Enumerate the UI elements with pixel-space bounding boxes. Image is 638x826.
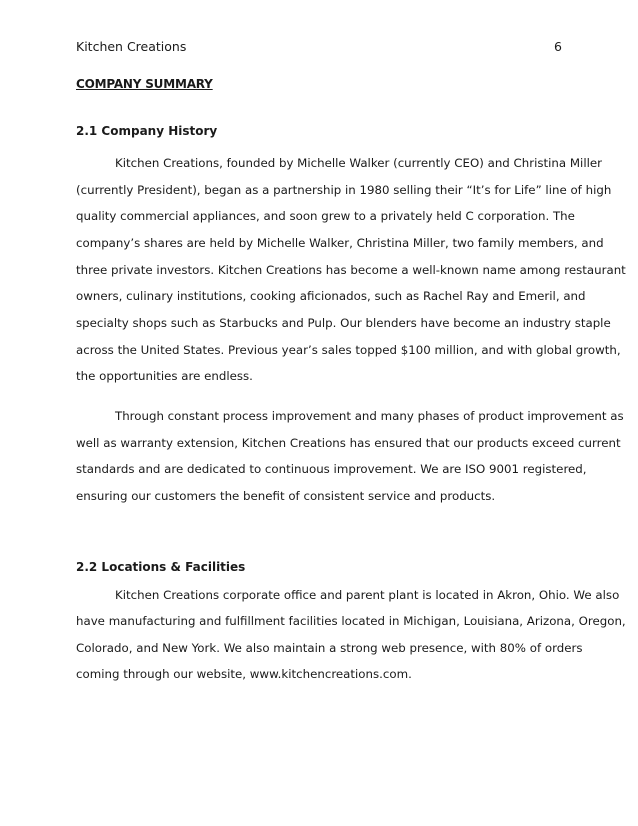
paragraph-line: Kitchen Creations corporate office and parent plant is located in Akron, Ohio. We also (115, 588, 620, 602)
section-heading-locations-facilities: 2.2 Locations & Facilities (76, 560, 246, 574)
paragraph-line: three private investors. Kitchen Creations has become a well-known name among restaurant (76, 263, 626, 277)
paragraph-line: the opportunities are endless. (76, 369, 253, 383)
paragraph-line: well as warranty extension, Kitchen Creations has ensured that our products exceed current (76, 436, 621, 450)
paragraph-line: Colorado, and New York. We also maintain a strong web presence, with 80% of orders (76, 641, 583, 655)
paragraph-line: owners, culinary institutions, cooking aficionados, such as Rachel Ray and Emeril, and (76, 289, 586, 303)
paragraph-line: quality commercial appliances, and soon grew to a privately held C corporation. The (76, 209, 575, 223)
paragraph-line: Kitchen Creations, founded by Michelle Walker (currently CEO) and Christina Miller (115, 156, 603, 170)
company-summary-title: COMPANY SUMMARY (76, 77, 213, 91)
paragraph-line: Through constant process improvement and many phases of product improvement as (115, 409, 624, 423)
page-number: 6 (554, 39, 562, 54)
paragraph-line: (currently President), began as a partnership in 1980 selling their “It’s for Life” line of high (76, 183, 612, 197)
section-heading-company-history: 2.1 Company History (76, 124, 218, 138)
paragraph-line: have manufacturing and fulfillment facilities located in Michigan, Louisiana, Arizona, Oregon, (76, 614, 626, 628)
running-header-title: Kitchen Creations (76, 39, 187, 54)
paragraph-line: company’s shares are held by Michelle Walker, Christina Miller, two family members, and (76, 236, 604, 250)
paragraph-line: coming through our website, www.kitchencreations.com. (76, 667, 412, 681)
paragraph-line: standards and are dedicated to continuous improvement. We are ISO 9001 registered, (76, 462, 587, 476)
paragraph-line: specialty shops such as Starbucks and Pulp. Our blenders have become an industry staple (76, 316, 611, 330)
paragraph-line: across the United States. Previous year’s sales topped $100 million, and with global growth, (76, 343, 621, 357)
paragraph-line: ensuring our customers the benefit of consistent service and products. (76, 489, 496, 503)
